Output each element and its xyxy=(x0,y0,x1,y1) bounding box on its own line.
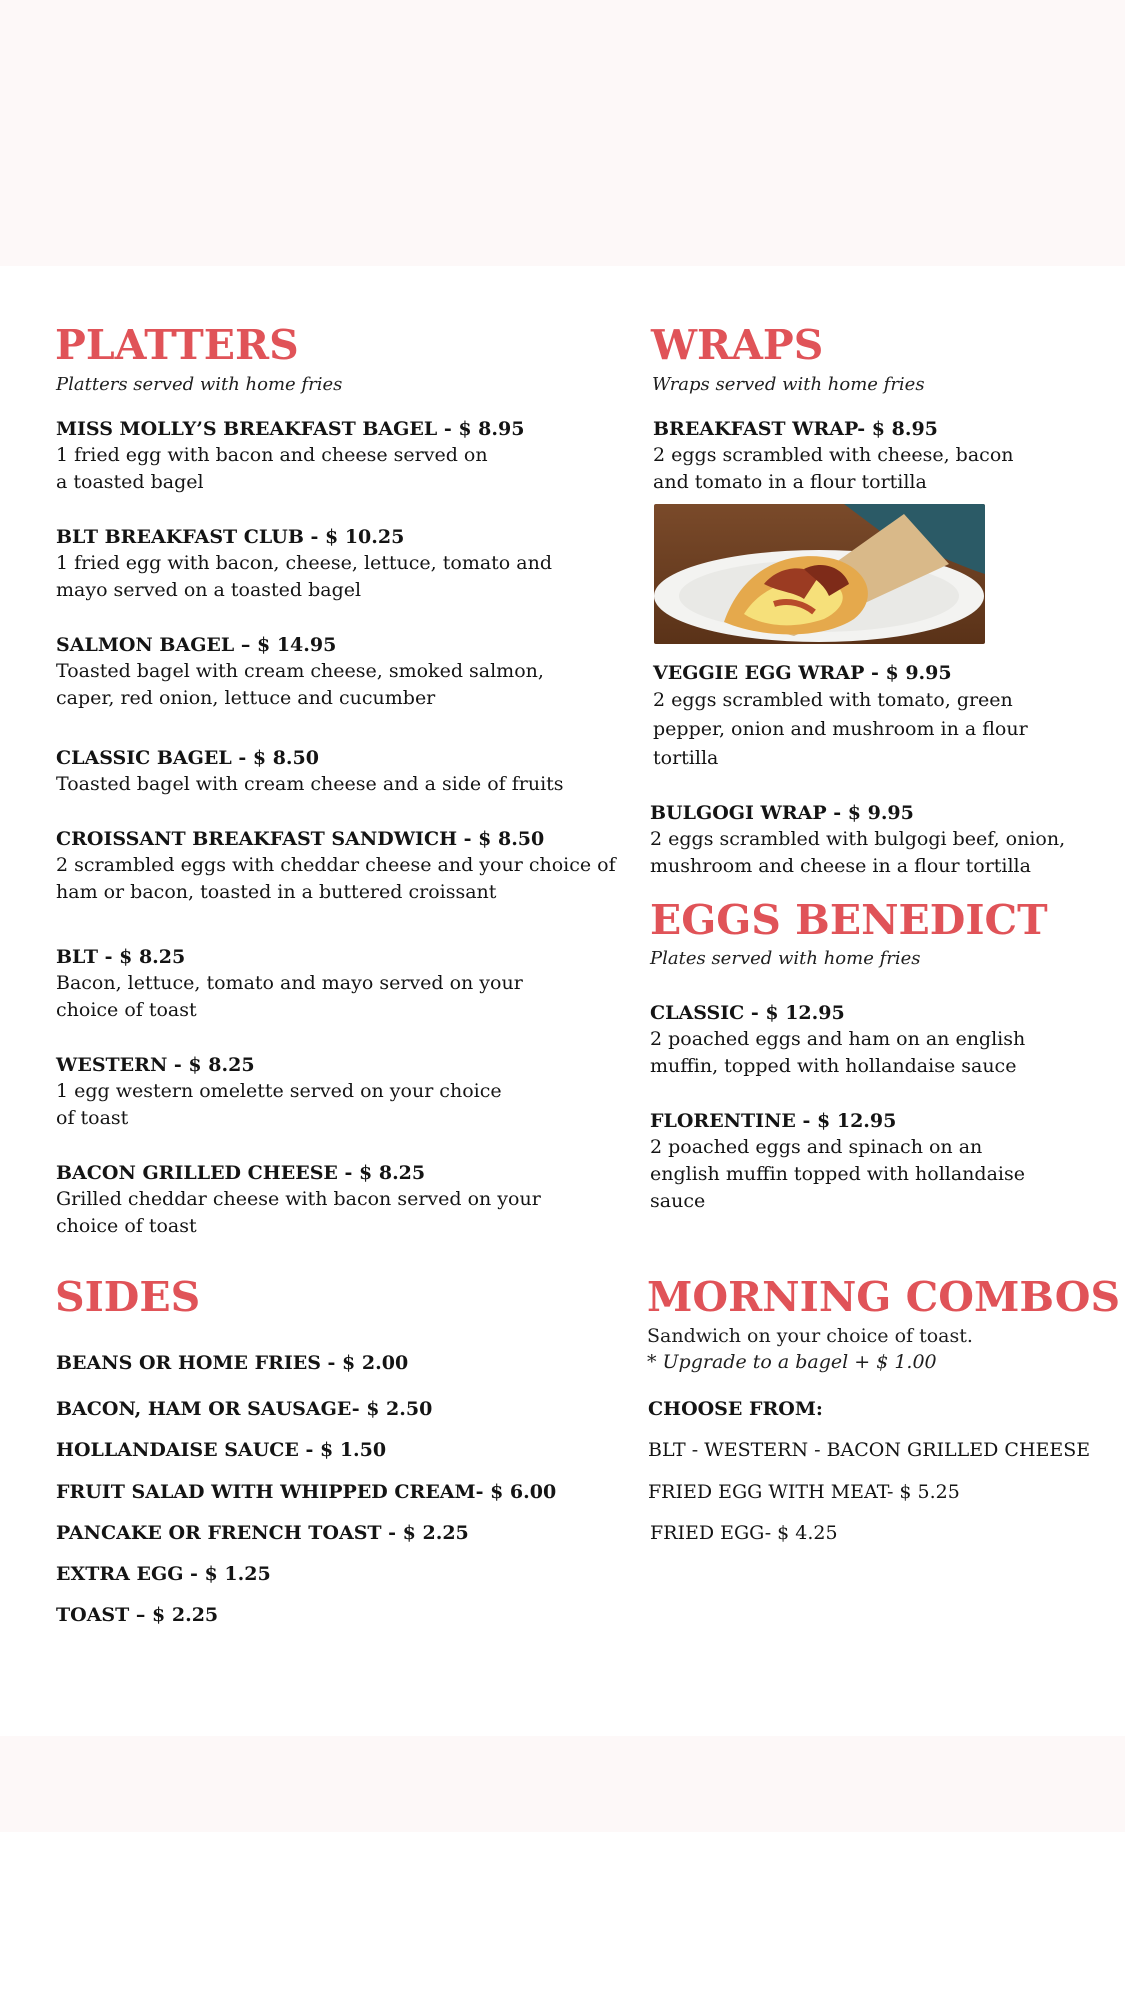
combos-upgrade-note: * Upgrade to a bagel + $ 1.00 xyxy=(647,1351,937,1373)
side-item: BACON, HAM OR SAUSAGE- $ 2.50 xyxy=(56,1398,433,1420)
menu-item xyxy=(650,1108,1070,1215)
menu-item-title: CROISSANT BREAKFAST SANDWICH - $ 8.50 xyxy=(56,828,545,850)
menu-item-title: BULGOGI WRAP - $ 9.95 xyxy=(650,802,914,824)
combos-choose-label: CHOOSE FROM: xyxy=(648,1398,823,1420)
combo-option: FRIED EGG WITH MEAT- $ 5.25 xyxy=(648,1481,960,1503)
menu-item-title: MISS MOLLY’S BREAKFAST BAGEL - $ 8.95 xyxy=(56,418,525,440)
top-margin-band xyxy=(0,0,1125,266)
menu-item xyxy=(56,524,616,604)
menu-item xyxy=(56,745,616,798)
menu-item xyxy=(56,416,616,496)
menu-item-title: BACON GRILLED CHEESE - $ 8.25 xyxy=(56,1162,426,1184)
side-item: HOLLANDAISE SAUCE - $ 1.50 xyxy=(56,1439,387,1461)
menu-item-title: BLT - $ 8.25 xyxy=(56,946,186,968)
menu-item-title: WESTERN - $ 8.25 xyxy=(56,1054,255,1076)
sides-heading: SIDES xyxy=(55,1273,201,1321)
side-item: FRUIT SALAD WITH WHIPPED CREAM- $ 6.00 xyxy=(56,1481,557,1503)
platters-heading: PLATTERS xyxy=(55,321,299,369)
menu-item-title: VEGGIE EGG WRAP - $ 9.95 xyxy=(653,662,952,684)
menu-item-description: 1 fried egg with bacon, cheese, lettuce, tomato and mayo served on a toasted bagel xyxy=(56,552,553,601)
menu-item-title: SALMON BAGEL – $ 14.95 xyxy=(56,634,337,656)
combos-subtitle: Sandwich on your choice of toast. xyxy=(647,1325,973,1347)
bottom-margin-band xyxy=(0,1736,1125,1832)
menu-item-description: Bacon, lettuce, tomato and mayo served on your choice of toast xyxy=(56,972,523,1021)
menu-item xyxy=(653,416,1073,496)
menu-item-description: Grilled cheddar cheese with bacon served on your choice of toast xyxy=(56,1188,541,1237)
eggs-benedict-subtitle: Plates served with home fries xyxy=(650,948,921,969)
menu-item-description: 2 eggs scrambled with cheese, bacon and tomato in a flour tortilla xyxy=(653,444,1014,493)
menu-item-description: 2 scrambled eggs with cheddar cheese and your choice of ham or bacon, toasted in a buttered croissant xyxy=(56,854,616,903)
side-item: BEANS OR HOME FRIES - $ 2.00 xyxy=(56,1352,409,1374)
menu-item-description: Toasted bagel with cream cheese and a side of fruits xyxy=(56,773,564,795)
menu-item-description: 2 eggs scrambled with bulgogi beef, onion, mushroom and cheese in a flour tortilla xyxy=(650,828,1066,877)
breakfast-wrap-photo xyxy=(654,504,985,644)
menu-item-description: 2 poached eggs and spinach on an english muffin topped with hollandaise sauce xyxy=(650,1136,1025,1212)
menu-item xyxy=(650,1000,1070,1080)
menu-item-title: BREAKFAST WRAP- $ 8.95 xyxy=(653,418,938,440)
menu-item xyxy=(56,826,626,906)
wraps-subtitle: Wraps served with home fries xyxy=(652,374,925,395)
menu-item-description: 1 fried egg with bacon and cheese served on a toasted bagel xyxy=(56,444,488,493)
menu-item xyxy=(56,1052,616,1132)
menu-item-title: BLT BREAKFAST CLUB - $ 10.25 xyxy=(56,526,405,548)
menu-item xyxy=(56,1160,616,1240)
platters-subtitle: Platters served with home fries xyxy=(56,374,343,395)
menu-item-description: 2 eggs scrambled with tomato, green pepper, onion and mushroom in a flour tortilla xyxy=(653,689,1028,769)
menu-item xyxy=(650,800,1080,880)
wraps-heading: WRAPS xyxy=(651,321,824,369)
combo-option: FRIED EGG- $ 4.25 xyxy=(650,1522,838,1544)
menu-item xyxy=(56,632,616,712)
side-item: EXTRA EGG - $ 1.25 xyxy=(56,1563,271,1585)
menu-item xyxy=(56,944,616,1024)
menu-item-description: 1 egg western omelette served on your choice of toast xyxy=(56,1080,502,1129)
side-item: TOAST – $ 2.25 xyxy=(56,1604,219,1626)
eggs-benedict-heading: EGGS BENEDICT xyxy=(650,896,1048,944)
morning-combos-heading: MORNING COMBOS xyxy=(647,1273,1121,1321)
menu-item-title: CLASSIC BAGEL - $ 8.50 xyxy=(56,747,319,769)
side-item: PANCAKE OR FRENCH TOAST - $ 2.25 xyxy=(56,1522,469,1544)
menu-item-description: Toasted bagel with cream cheese, smoked salmon, caper, red onion, lettuce and cucumber xyxy=(56,660,544,709)
menu-item-title: CLASSIC - $ 12.95 xyxy=(650,1002,845,1024)
menu-item-title: FLORENTINE - $ 12.95 xyxy=(650,1110,897,1132)
breakfast-wrap-photo-icon xyxy=(654,504,985,644)
menu-item xyxy=(653,660,1073,773)
menu-item-description: 2 poached eggs and ham on an english muffin, topped with hollandaise sauce xyxy=(650,1028,1026,1077)
combo-option: BLT - WESTERN - BACON GRILLED CHEESE xyxy=(648,1439,1091,1461)
